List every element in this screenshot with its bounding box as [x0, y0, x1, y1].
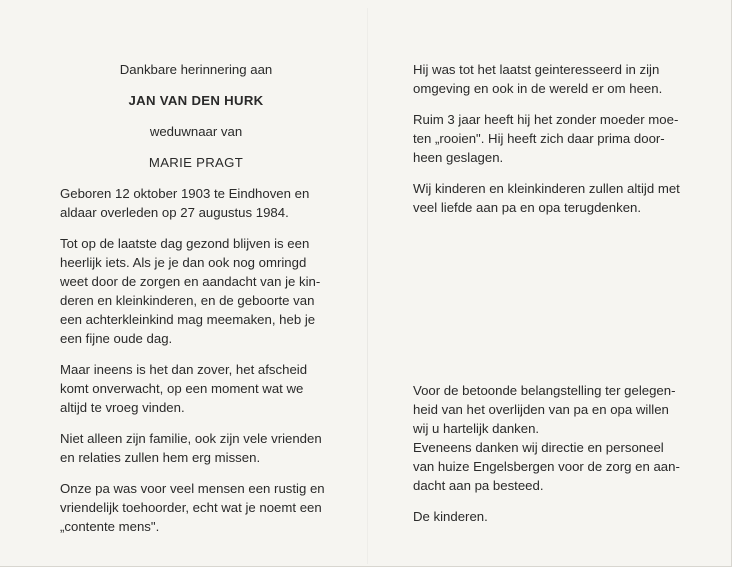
deceased-name: JAN VAN DEN HURK [128, 93, 264, 108]
remembrance-paragraph [413, 179, 703, 217]
paragraph-line: en relaties zullen hem erg missen. [60, 450, 261, 465]
paragraph-line: vriendelijk toehoorder, echt wat je noemt een [60, 500, 322, 515]
paragraph-line: Maar ineens is het dan zover, het afscheid [60, 362, 308, 377]
character-paragraph [60, 479, 332, 536]
paragraph-line: Hij was tot het laatst geinteresseerd in zijn [413, 62, 660, 77]
spouse-name: MARIE PRAGT [148, 155, 244, 170]
paragraph-line: een achterkleinkind mag meemaken, heb je [60, 312, 316, 327]
paragraph-line: van huize Engelsbergen voor de zorg en aan- [413, 459, 680, 474]
paragraph-line: deren en kleinkinderen, en de geboorte van [60, 293, 315, 308]
paragraph-line: heid van het overlijden van pa en opa willen [413, 402, 669, 417]
blank-space [413, 217, 703, 381]
paragraph-line: Voor de betoonde belangstelling ter gelegen- [413, 383, 676, 398]
paragraph-line: heen geslagen. [413, 150, 504, 165]
family-friends-paragraph [60, 429, 332, 467]
paragraph-line: altijd te vroeg vinden. [60, 400, 185, 415]
paragraph-line: ten „rooien". Hij heeft zich daar prima door- [413, 131, 665, 146]
paragraph-line: wij u hartelijk danken. [413, 421, 540, 436]
birth-death-paragraph [60, 184, 332, 222]
paragraph-line: aldaar overleden op 27 augustus 1984. [60, 205, 289, 220]
paragraph-line: Onze pa was voor veel mensen een rustig en [60, 481, 325, 496]
intro-text: Dankbare herinnering aan [119, 62, 273, 77]
paragraph-line: Tot op de laatste dag gezond blijven is een [60, 236, 310, 251]
signature: De kinderen. [413, 509, 488, 524]
paragraph-line: Eveneens danken wij directie en personeel [413, 440, 664, 455]
paragraph-line: komt onverwacht, op een moment wat we [60, 381, 304, 396]
paragraph-line: veel liefde aan pa en opa terugdenken. [413, 200, 642, 215]
left-panel [60, 60, 332, 536]
paragraph-line: Geboren 12 oktober 1903 te Eindhoven en [60, 186, 310, 201]
paragraph-line: Wij kinderen en kleinkinderen zullen altijd met [413, 181, 680, 196]
paragraph-line: heerlijk iets. Als je je dan ook nog omringd [60, 255, 307, 270]
thanks-paragraph [413, 381, 703, 495]
paragraph-line: Ruim 3 jaar heeft hij het zonder moeder moe- [413, 112, 679, 127]
paragraph-line: weet door de zorgen en aandacht van je kin- [60, 274, 321, 289]
without-mother-paragraph [413, 110, 703, 167]
paragraph-line: omgeving en ook in de wereld er om heen. [413, 81, 663, 96]
paragraph-line: dacht aan pa besteed. [413, 478, 544, 493]
paragraph-line: een fijne oude dag. [60, 331, 173, 346]
paragraph-line: Niet alleen zijn familie, ook zijn vele vrienden [60, 431, 322, 446]
relation-text: weduwnaar van [149, 124, 243, 139]
paragraph-line: „contente mens". [60, 519, 160, 534]
farewell-paragraph [60, 360, 332, 417]
card-fold-line [367, 8, 368, 564]
healthy-life-paragraph [60, 234, 332, 348]
right-panel [413, 60, 703, 526]
interest-paragraph [413, 60, 703, 98]
